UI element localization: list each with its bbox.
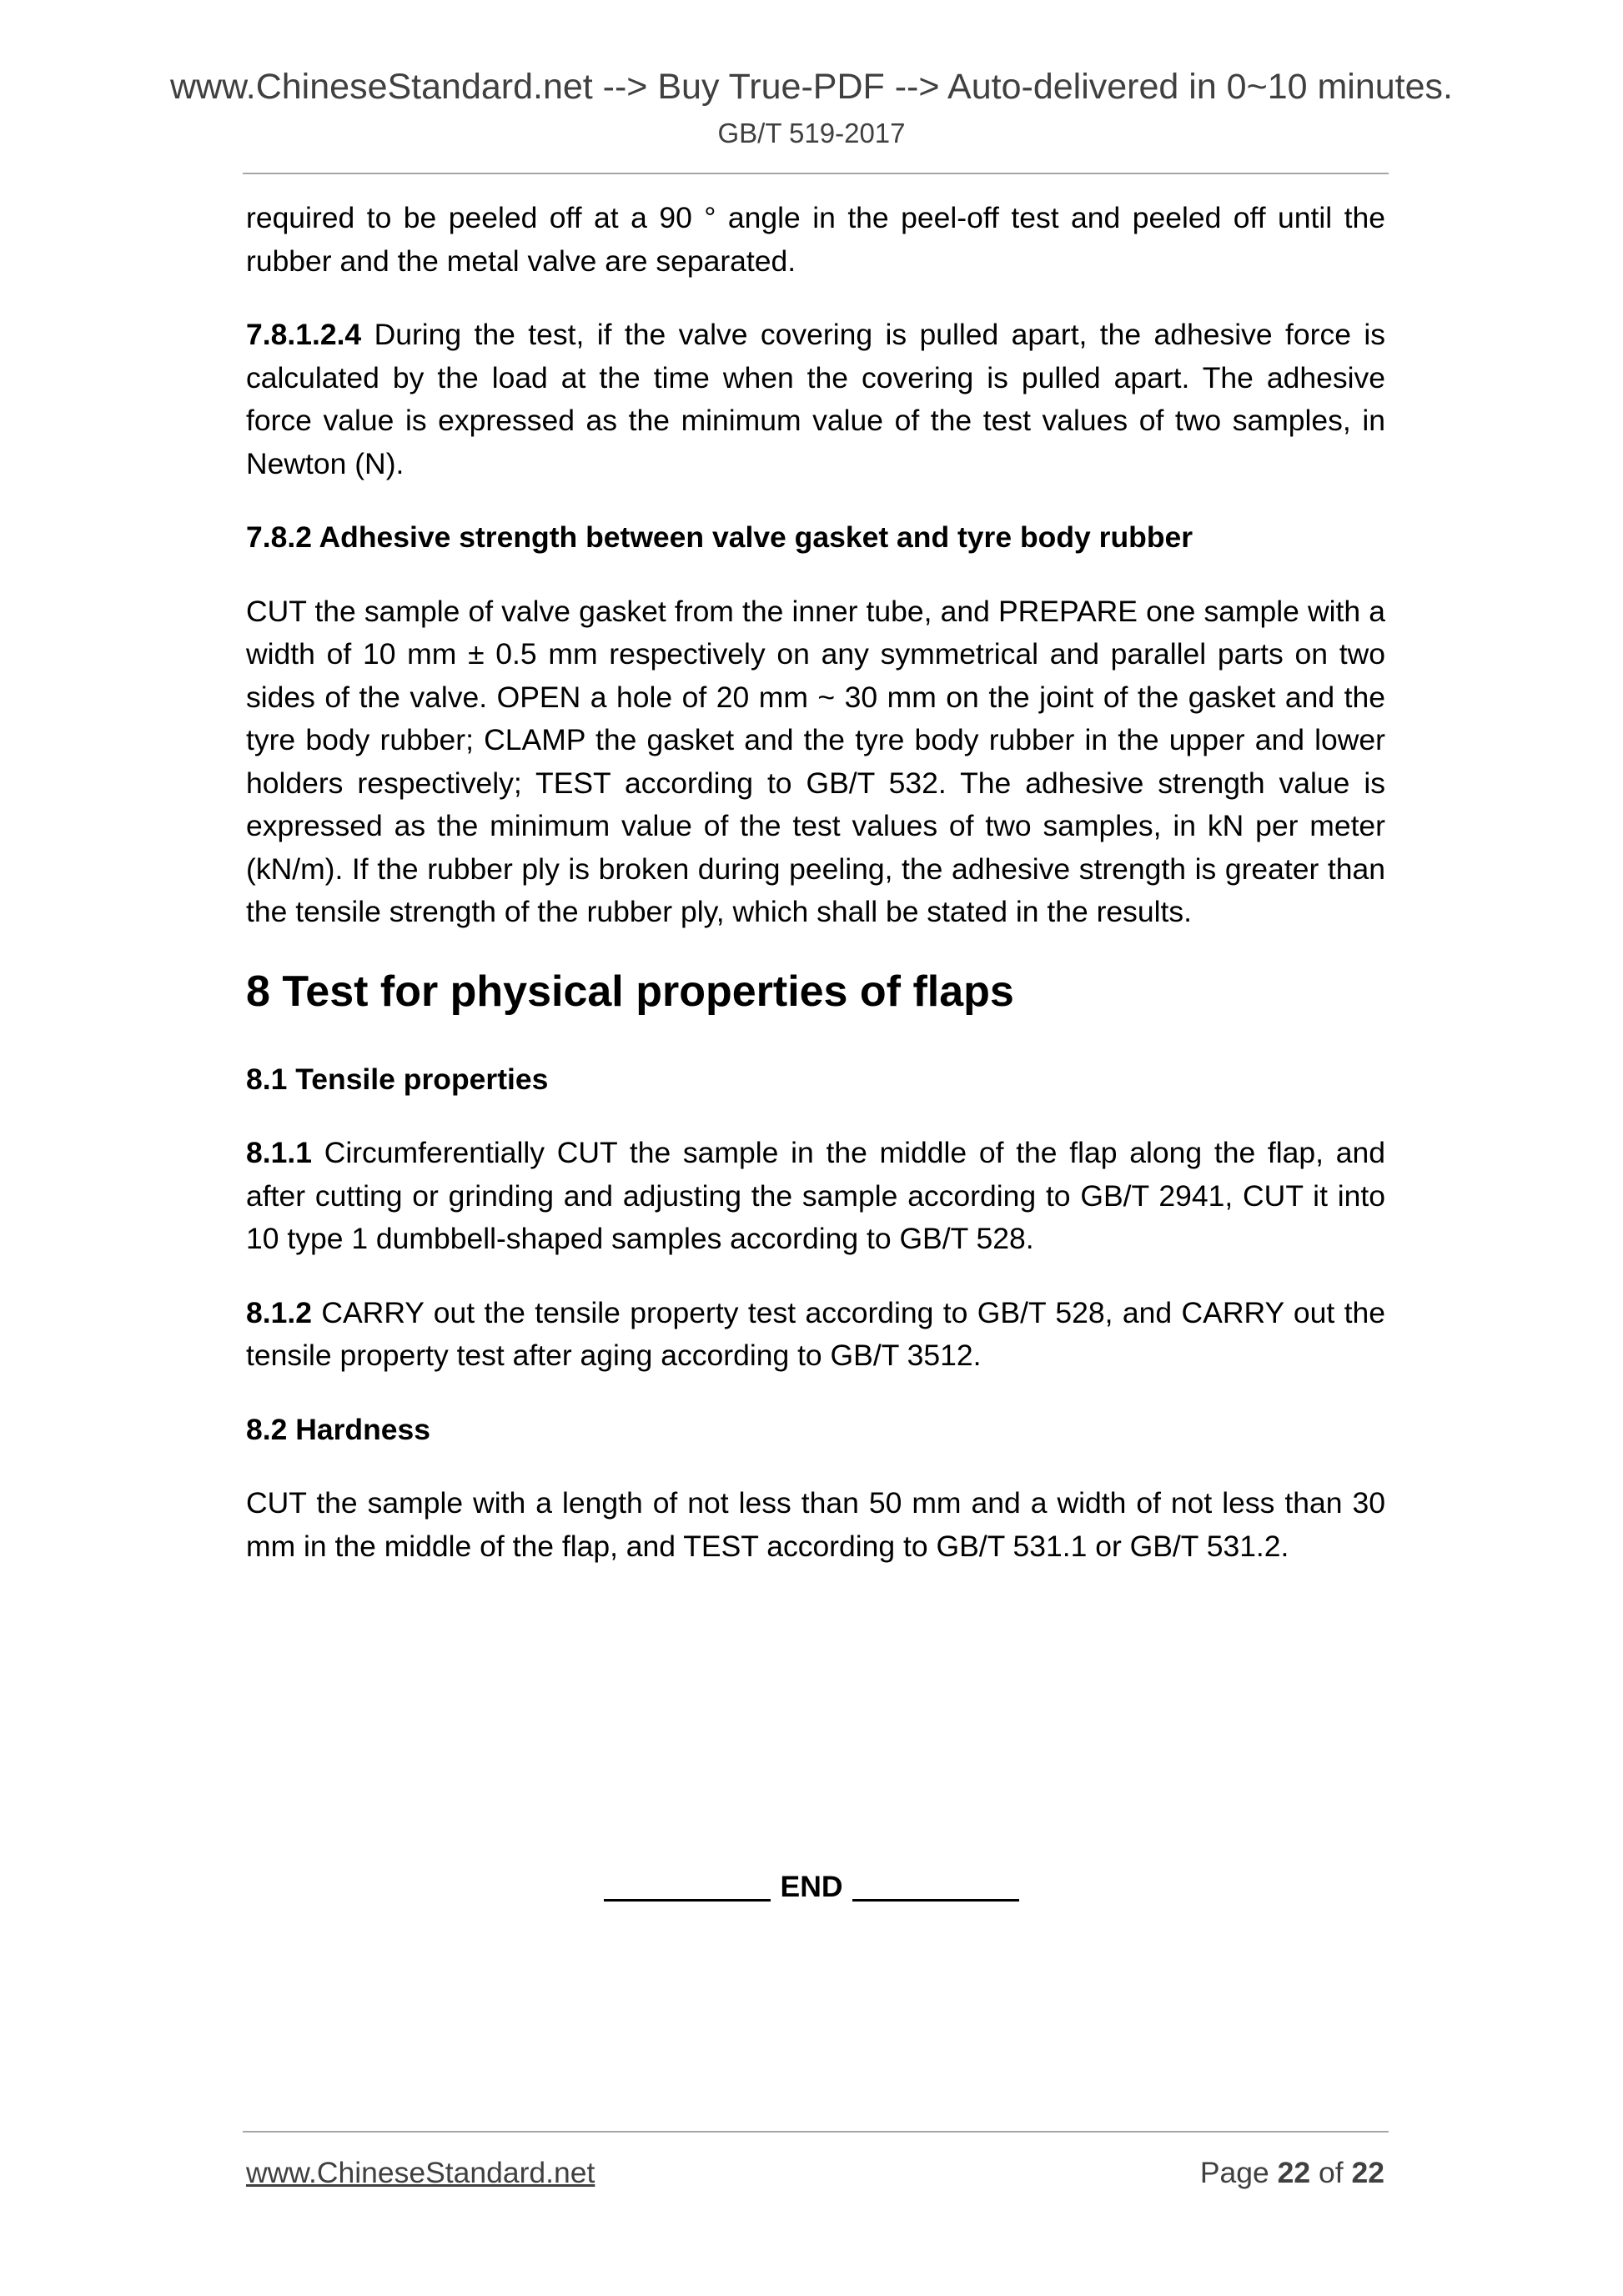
page-prefix: Page — [1199, 2156, 1278, 2189]
clause-number: 8.1.1 — [246, 1136, 312, 1169]
document-body — [246, 197, 1385, 1599]
chapter-8-title: 8 Test for physical properties of flaps — [246, 967, 1014, 1016]
page-of: of — [1310, 2156, 1352, 2189]
paragraph-7-8-1-2-4 — [246, 314, 1385, 485]
footer-link[interactable]: www.ChineseStandard.net — [246, 2156, 595, 2189]
heading-8-1: 8.1 Tensile properties — [246, 1062, 549, 1096]
header-banner[interactable]: www.ChineseStandard.net --> Buy True-PDF --> Auto-delivered in 0~10 minutes. — [169, 67, 1453, 107]
paragraph-7-8-2: CUT the sample of valve gasket from the inner tube, and PREPARE one sample with a width of 10 mm ± 0.5 mm respectively on any symmetrical and parallel parts on two sides of the valve. OPEN a hole of 20 mm ~ 30 mm on the joint of the gasket and the tyre body rubber; CLAMP the gasket and the tyre body rubber in the upper and lower holders respectively; TEST according to GB/T 532. The adhesive strength value is expressed as the minimum value of the test values of two samples, in kN per meter (kN/m). If the rubber ply is broken during peeling, the adhesive strength is greater than the tensile strength of the rubber ply, which shall be stated in the results. — [246, 594, 1385, 928]
clause-text: Circumferentially CUT the sample in the middle of the flap along the flap, and after cutting or grinding and adjusting the sample according to GB/T 2941, CUT it into 10 type 1 dumbbell-shaped samples according to GB/T 528. — [246, 1136, 1385, 1255]
header-divider — [243, 173, 1389, 174]
end-marker — [0, 1865, 1623, 1908]
paragraph-continued: required to be peeled off at a 90 ° angle in the peel-off test and peeled off until the rubber and the metal valve are separated. — [246, 201, 1385, 278]
heading-7-8-2: 7.8.2 Adhesive strength between valve gasket and tyre body rubber — [246, 520, 1193, 554]
end-line-right — [852, 1899, 1019, 1902]
standard-code: GB/T 519-2017 — [717, 118, 906, 148]
clause-number: 8.1.2 — [246, 1295, 312, 1329]
paragraph-8-1-2 — [246, 1292, 1385, 1378]
clause-text: During the test, if the valve covering is pulled apart, the adhesive force is calculated by the load at the time when the covering is pulled apart. The adhesive force value is expressed as the minimum value of the test values of two samples, in Newton (N). — [246, 318, 1385, 480]
page-total: 22 — [1351, 2156, 1384, 2189]
end-label: END — [780, 1870, 843, 1903]
page-current: 22 — [1277, 2156, 1311, 2189]
clause-text: CARRY out the tensile property test according to GB/T 528, and CARRY out the tensile property test after aging according to GB/T 3512. — [246, 1295, 1385, 1372]
footer-divider — [243, 2131, 1389, 2133]
clause-number: 7.8.1.2.4 — [246, 318, 362, 351]
paragraph-8-2: CUT the sample with a length of not less than 50 mm and a width of not less than 30 mm in the middle of the flap, and TEST according to GB/T 531.1 or GB/T 531.2. — [246, 1486, 1385, 1563]
page-number — [1200, 2153, 1384, 2192]
paragraph-8-1-1 — [246, 1132, 1385, 1261]
end-line-left — [604, 1899, 771, 1902]
heading-8-2: 8.2 Hardness — [246, 1412, 431, 1446]
